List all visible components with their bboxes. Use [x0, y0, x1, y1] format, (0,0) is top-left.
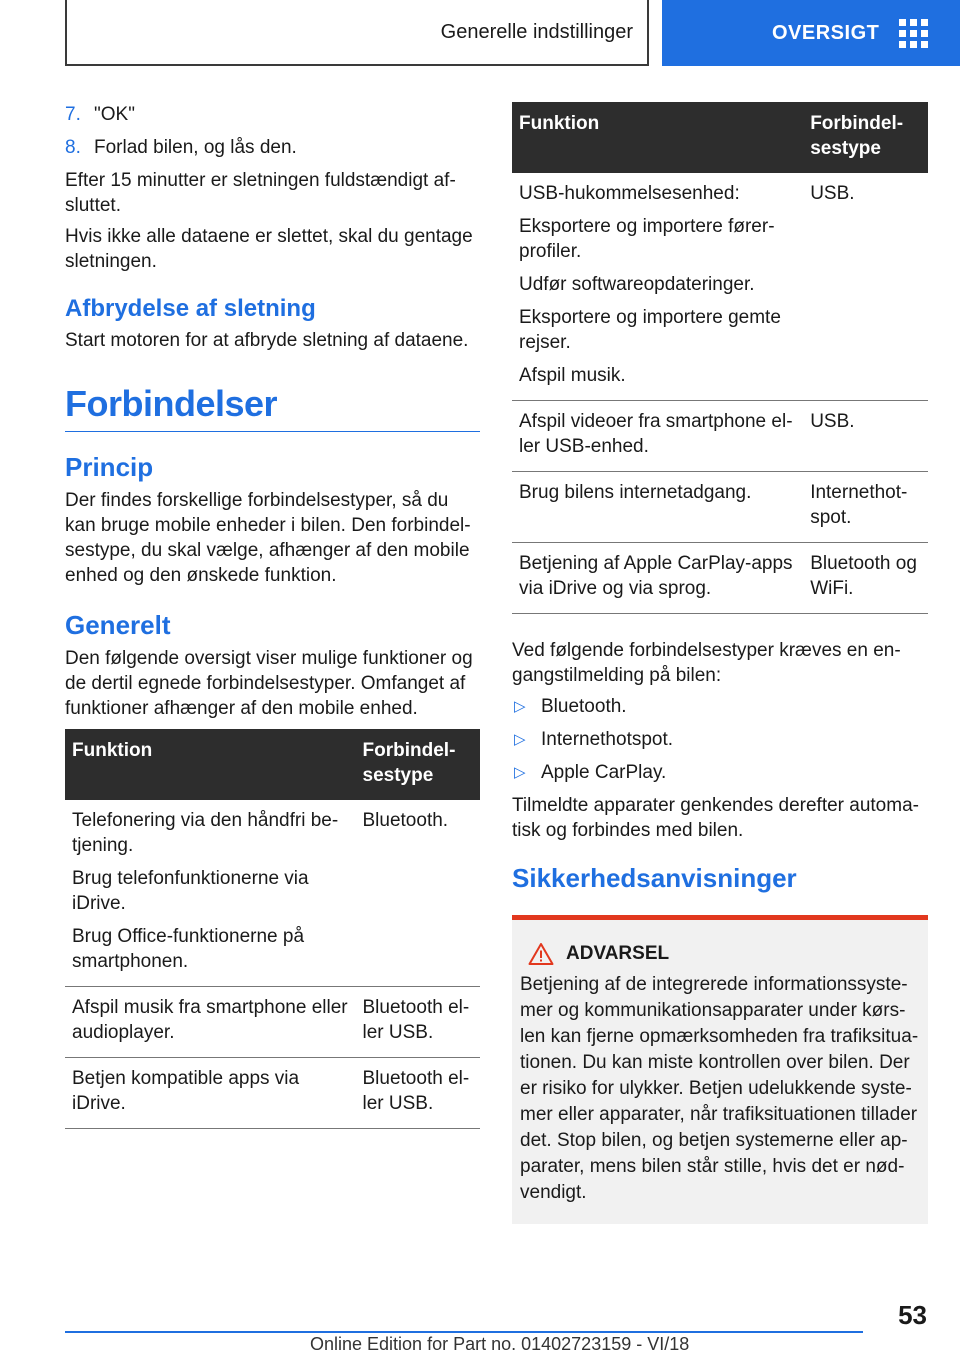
warning-title — [520, 942, 920, 966]
column-header-funktion: Funktion — [512, 102, 803, 173]
type-cell: Bluetooth eller USB. — [356, 1058, 481, 1129]
list-item-text: Internethotspot. — [541, 729, 674, 750]
column-header-type: Forbindelsestype — [803, 102, 928, 173]
triangle-bullet-icon: ▷ — [514, 731, 526, 748]
step-item — [65, 102, 480, 127]
type-cell: Bluetooth og WiFi. — [803, 543, 928, 614]
warning-triangle-icon — [528, 942, 554, 966]
function-cell — [65, 800, 356, 987]
grid-menu-icon — [899, 19, 928, 48]
function-line: Betjening af Apple CarPlay-apps via iDrive og via sprog. — [519, 553, 793, 599]
function-line: Afspil videoer fra smartphone eller USB-enhed. — [519, 411, 793, 457]
table-row — [65, 800, 480, 987]
table-row — [512, 173, 928, 401]
right-column — [512, 102, 928, 1224]
paragraph: Efter 15 minutter er sletningen fuldstændigt afsluttet. — [65, 170, 456, 216]
function-line: Brug Office-funktionerne på smartphonen. — [72, 926, 305, 972]
paragraph: Den følgende oversigt viser mulige funktioner og de dertil egnede forbindelsestyper. Omfanget af funktioner afhænger af den mobile enhed. — [65, 648, 473, 719]
step-number: 8. — [65, 137, 81, 158]
step-text: Forlad bilen, og lås den. — [94, 137, 297, 158]
overview-nav-button[interactable] — [662, 0, 960, 66]
function-line: Afspil musik fra smartphone eller audioplayer. — [72, 997, 348, 1043]
function-line: Betjen kompatible apps via iDrive. — [72, 1068, 300, 1114]
table-row — [512, 472, 928, 543]
column-header-type: Forbindelsestype — [356, 729, 481, 800]
bullet-list — [512, 694, 928, 785]
step-item — [65, 135, 480, 160]
type-cell: USB. — [803, 173, 928, 401]
function-line: Brug telefonfunktionerne via iDrive. — [72, 868, 309, 914]
function-cell — [512, 472, 803, 543]
type-cell: USB. — [803, 401, 928, 472]
table-row — [512, 401, 928, 472]
heading-generelt: Generelt — [65, 610, 171, 640]
list-item-text: Bluetooth. — [541, 696, 627, 717]
function-line: Eksportere og importere førerprofiler. — [519, 216, 775, 262]
footer-divider — [65, 1331, 863, 1333]
heading-princip: Princip — [65, 452, 154, 482]
table-row — [512, 543, 928, 614]
heading-sikkerhed: Sikkerhedsanvisninger — [512, 863, 797, 893]
list-item-text: Apple CarPlay. — [541, 762, 667, 783]
table-row — [65, 987, 480, 1058]
list-item — [512, 760, 928, 785]
step-text: "OK" — [94, 104, 135, 125]
list-item — [512, 694, 928, 719]
warning-body: Betjening af de integrerede informationssystemer og kommunikationsapparater under kørslen kan fjerne opmærksomheden fra trafiksituationen. Du kan miste kontrollen over bilen. Der er risiko for ulykker. Betjen udelukkende systemer eller apparater, når trafiksituationen tillader det. Stop bilen, og betjen systemerne eller apparater, mens bilen står stille, hvis det er nødvendigt. — [520, 974, 919, 1203]
overview-label: OVERSIGT — [772, 21, 880, 44]
type-cell: Bluetooth. — [356, 800, 481, 987]
paragraph: Start motoren for at afbryde sletning af dataene. — [65, 330, 469, 351]
triangle-bullet-icon: ▷ — [514, 764, 526, 781]
connection-table-left — [65, 729, 480, 1129]
function-line: USB-hukommelsesenhed: — [519, 183, 740, 204]
type-cell: Bluetooth eller USB. — [356, 987, 481, 1058]
function-cell — [512, 401, 803, 472]
function-line: Udfør softwareopdateringer. — [519, 274, 755, 295]
paragraph: Der findes forskellige forbindelsestyper, så du kan bruge mobile enheder i bilen. Den forbindelsestype, du skal vælge, afhænger af den mobile enhed og den ønskede funktion. — [65, 490, 471, 586]
column-header-funktion: Funktion — [65, 729, 356, 800]
footer-edition: Online Edition for Part no. 01402723159 - VI/18 — [310, 1334, 690, 1354]
section-title: Generelle indstillinger — [440, 20, 633, 43]
function-cell — [512, 173, 803, 401]
table-row — [65, 1058, 480, 1129]
function-cell — [65, 1058, 356, 1129]
function-line: Afspil musik. — [519, 365, 626, 386]
page-number: 53 — [898, 1300, 927, 1330]
heading-forbindelser: Forbindelser — [65, 383, 480, 432]
paragraph: Tilmeldte apparater genkendes derefter automatisk og forbindes med bilen. — [512, 795, 919, 841]
triangle-bullet-icon: ▷ — [514, 698, 526, 715]
section-header — [65, 0, 649, 66]
paragraph: Ved følgende forbindelsestyper kræves en engangstilmelding på bilen: — [512, 640, 901, 686]
connection-table-right — [512, 102, 928, 614]
heading-afbrydelse: Afbrydelse af sletning — [65, 295, 316, 322]
function-cell — [65, 987, 356, 1058]
function-line: Telefonering via den håndfri betjening. — [72, 810, 339, 856]
list-item — [512, 727, 928, 752]
warning-box — [512, 915, 928, 1224]
warning-title-text: ADVARSEL — [566, 943, 670, 964]
step-number: 7. — [65, 104, 81, 125]
function-cell — [512, 543, 803, 614]
left-column — [65, 102, 480, 1129]
function-line: Eksportere og importere gemte rejser. — [519, 307, 781, 353]
function-line: Brug bilens internetadgang. — [519, 482, 752, 503]
type-cell: Internethotspot. — [803, 472, 928, 543]
paragraph: Hvis ikke alle dataene er slettet, skal du gentage sletningen. — [65, 226, 473, 272]
